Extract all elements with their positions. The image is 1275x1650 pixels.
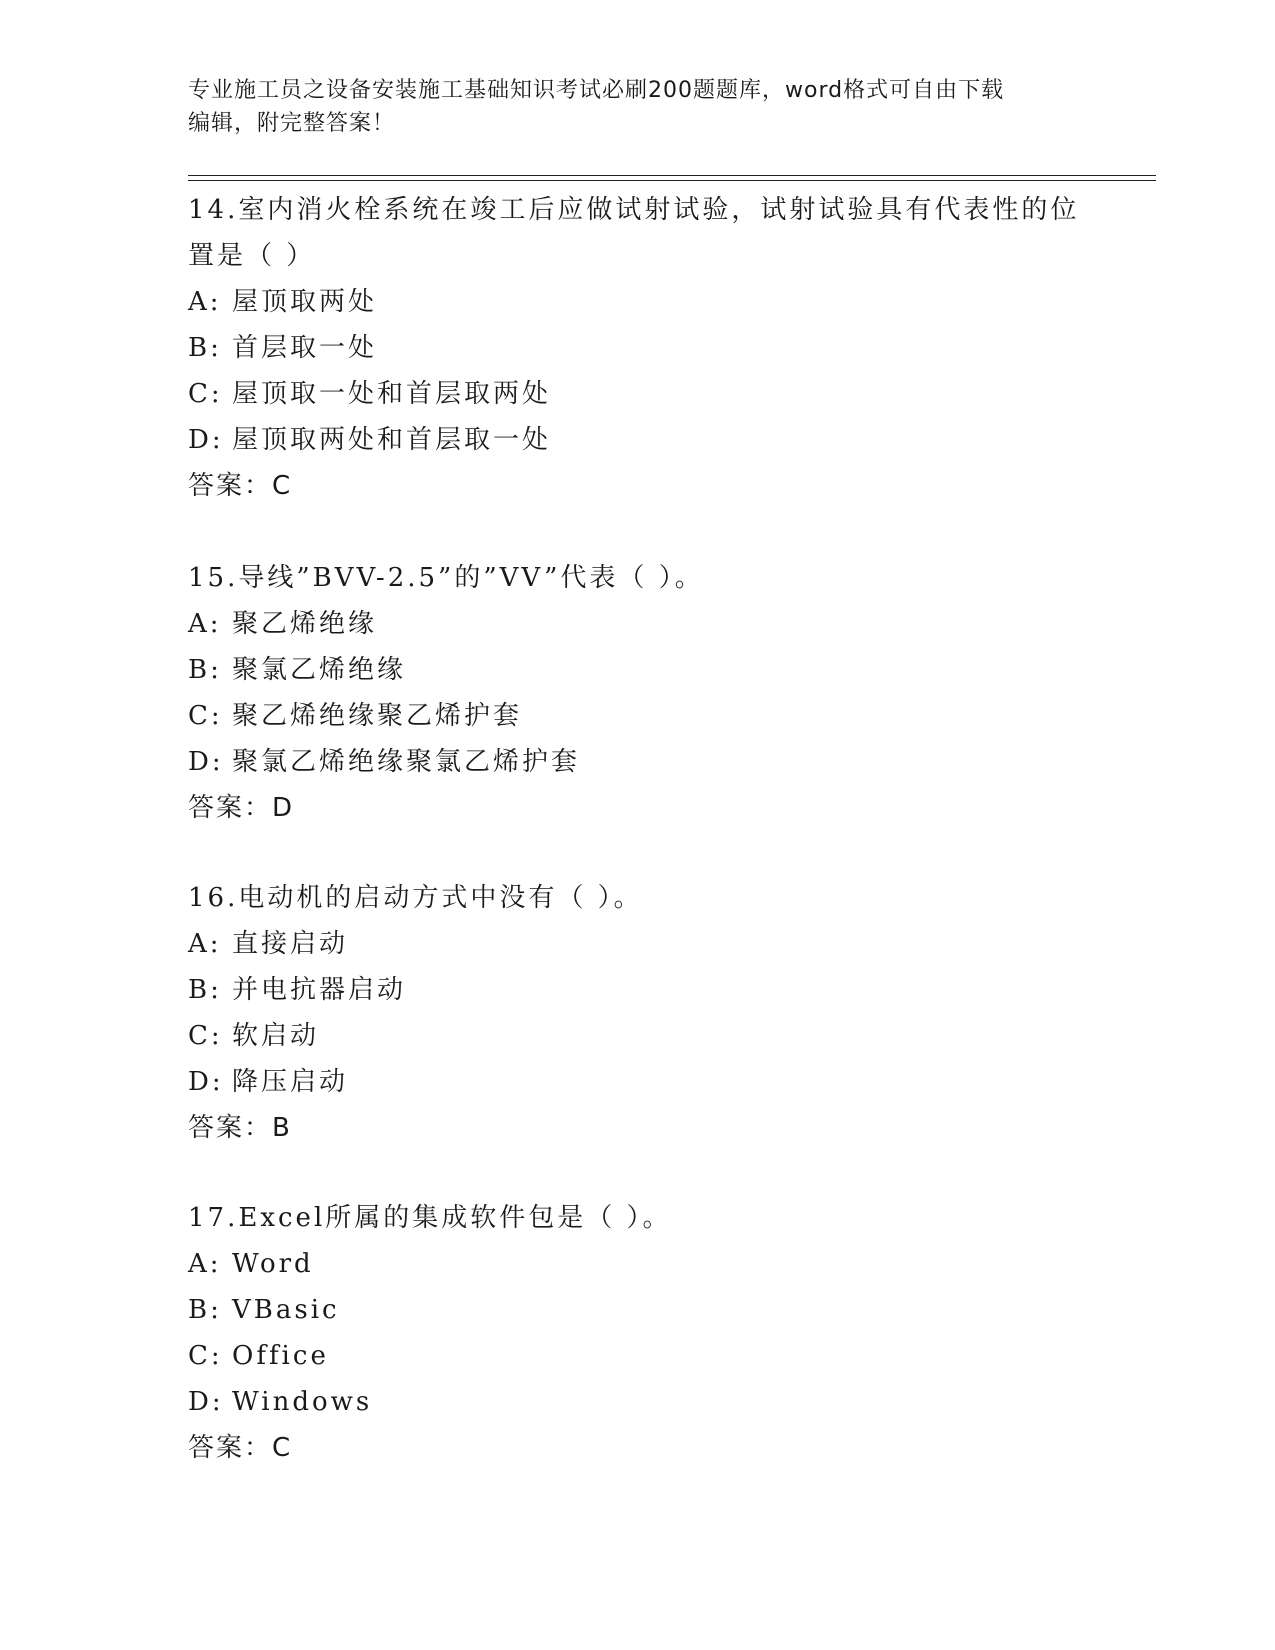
option-a — [188, 601, 1118, 647]
option-text: 软启动 — [232, 1021, 320, 1051]
option-d — [188, 739, 1118, 785]
option-b — [188, 647, 1118, 693]
option-letter: D: — [188, 425, 224, 455]
answer: 答案：D — [188, 793, 295, 823]
question-16 — [188, 875, 1118, 1151]
option-letter: C: — [188, 1021, 223, 1051]
option-d — [188, 417, 1118, 463]
option-letter: C: — [188, 1341, 223, 1371]
option-letter: A: — [188, 287, 222, 317]
option-text: 直接启动 — [232, 929, 349, 959]
option-text: 屋顶取两处和首层取一处 — [232, 425, 552, 455]
header-line-1: 专业施工员之设备安装施工基础知识考试必刷200题题库，word格式可自由下载 — [188, 78, 1005, 103]
option-text: 聚乙烯绝缘 — [232, 609, 378, 639]
option-a — [188, 1241, 1118, 1287]
option-letter: A: — [188, 1249, 222, 1279]
option-text: 聚氯乙烯绝缘 — [232, 655, 407, 685]
question-stem: 17.Excel所属的集成软件包是（ ）。 — [188, 1203, 672, 1233]
option-c — [188, 1333, 1118, 1379]
header-line-2: 编辑，附完整答案！ — [188, 111, 396, 136]
option-text: 降压启动 — [232, 1067, 349, 1097]
question-14 — [188, 187, 1118, 509]
option-letter: B: — [188, 1295, 222, 1325]
option-c — [188, 693, 1118, 739]
option-text: Windows — [232, 1387, 373, 1417]
option-a — [188, 279, 1118, 325]
option-letter: D: — [188, 747, 224, 777]
header-divider-bottom — [188, 180, 1156, 181]
question-17 — [188, 1195, 1118, 1471]
option-letter: D: — [188, 1387, 224, 1417]
option-letter: A: — [188, 609, 222, 639]
option-b — [188, 1287, 1118, 1333]
document-header — [188, 74, 1088, 140]
option-text: Word — [232, 1249, 314, 1279]
option-text: Office — [232, 1341, 329, 1371]
option-letter: C: — [188, 701, 223, 731]
option-letter: B: — [188, 655, 222, 685]
question-stem-line: 14.室内消火栓系统在竣工后应做试射试验，试射试验具有代表性的位 — [188, 195, 1080, 225]
question-stem: 15.导线”BVV-2.5”的”VV”代表（ ）。 — [188, 563, 704, 593]
option-text: VBasic — [232, 1295, 340, 1325]
option-letter: A: — [188, 929, 222, 959]
option-letter: B: — [188, 333, 222, 363]
option-c — [188, 371, 1118, 417]
header-divider-top — [188, 175, 1156, 176]
answer: 答案：B — [188, 1113, 292, 1143]
question-stem-line: 置是（ ） — [188, 241, 316, 271]
option-text: 并电抗器启动 — [232, 975, 407, 1005]
option-a — [188, 921, 1118, 967]
question-stem — [188, 187, 1118, 279]
option-b — [188, 325, 1118, 371]
question-stem: 16.电动机的启动方式中没有（ ）。 — [188, 883, 643, 913]
answer: 答案：C — [188, 1433, 293, 1463]
option-text: 屋顶取两处 — [232, 287, 378, 317]
option-b — [188, 967, 1118, 1013]
question-15 — [188, 555, 1118, 831]
option-d — [188, 1059, 1118, 1105]
option-c — [188, 1013, 1118, 1059]
option-text: 首层取一处 — [232, 333, 378, 363]
option-d — [188, 1379, 1118, 1425]
option-text: 屋顶取一处和首层取两处 — [232, 379, 552, 409]
option-text: 聚乙烯绝缘聚乙烯护套 — [232, 701, 523, 731]
answer: 答案：C — [188, 471, 293, 501]
option-letter: B: — [188, 975, 222, 1005]
option-letter: C: — [188, 379, 223, 409]
option-text: 聚氯乙烯绝缘聚氯乙烯护套 — [232, 747, 581, 777]
option-letter: D: — [188, 1067, 224, 1097]
